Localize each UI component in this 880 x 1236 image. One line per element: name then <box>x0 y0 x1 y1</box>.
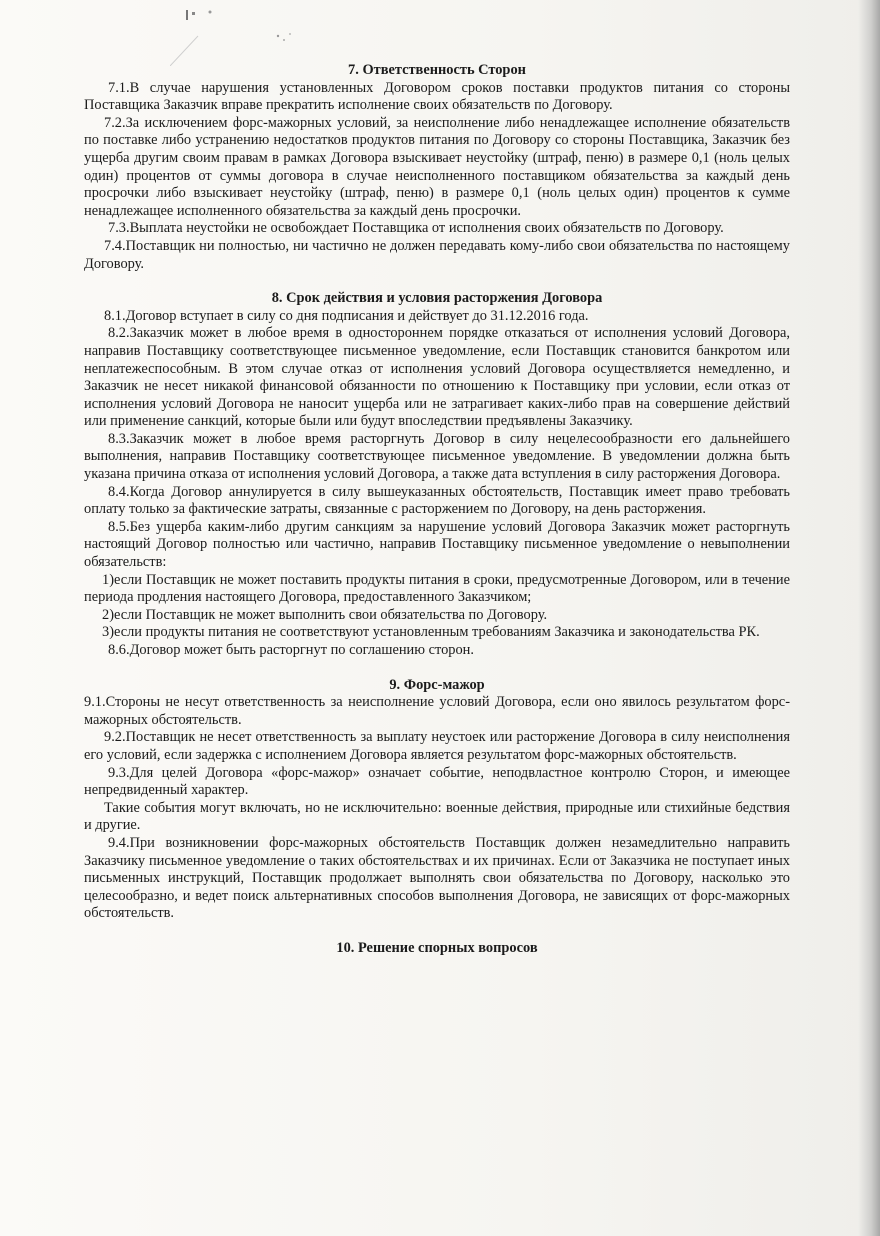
paragraph-7-1: 7.1.В случае нарушения установленных Договором сроков поставки продуктов питания со стороны Поставщика Заказчик вправе прекратить исполнение своих обязательств по Договору. <box>84 79 790 114</box>
list-item-2: 2)если Поставщик не может выполнить свои обязательства по Договору. <box>102 606 548 623</box>
paragraph-8-3: 8.3.Заказчик может в любое время расторгнуть Договор в силу нецелесообразности его дальнейшего выполнения, направив Поставщику соответствующее письменное уведомление. В уведомлении должна быть указана причина отказа от исполнения условий Договора, а также дата вступления в силу расторжения Договора. <box>84 430 790 483</box>
paragraph-9-4: 9.4.При возникновении форс-мажорных обстоятельств Поставщик должен незамедлительно направить Заказчику письменное уведомление о таких обстоятельствах и их причинах. Если от Заказчика не поступает иных письменных инструкций, Поставщик продолжает выполнять свои обязательства по Договору, насколько это целесообразно, и ведет поиск альтернативных способов выполнения Договора, не зависящих от форс-мажорных обстоятельств. <box>84 834 790 922</box>
section-title: 8. Срок действия и условия расторжения Договора <box>271 290 603 307</box>
list-item-1: 1)если Поставщик не может поставить продукты питания в сроки, предусмотренные Договором, или в течение периода продления настоящего Договора, предоставленного Заказчиком; <box>84 571 790 606</box>
paragraph-7-3: 7.3.Выплата неустойки не освобождает Поставщика от исполнения своих обязательств по Договору. <box>108 220 724 237</box>
paragraph-9-2: 9.2.Поставщик не несет ответственность за выплату неустоек или расторжение Договора в силу неисполнения его условий, если задержка с исполнением Договора является результатом форс-мажорных обстоятельств. <box>84 729 790 763</box>
section-9 <box>84 677 790 923</box>
section-title: 10. Решение спорных вопросов <box>336 939 538 956</box>
paragraph-7-2: 7.2.За исключением форс-мажорных условий, за неисполнение либо ненадлежащее исполнение обязательств по поставке либо устранению недостатков продуктов питания по Договору со стороны Поставщика, Заказчик без ущерба другим своим правам в рамках Договора взыскивает неустойку (штраф, пеню) в размере 0,1 (ноль целых один) процентов от суммы договора в случае неисполненного поставщиком обязательства за каждый день просрочки либо взыскивает неустойку (штраф, пеню) в размере 0,1 (ноль целых один) процентов к сумме ненадлежащее исполненного обязательства за каждый день просрочки. <box>84 114 790 219</box>
section-7 <box>84 62 790 273</box>
paragraph-8-1: 8.1.Договор вступает в силу со дня подписания и действует до 31.12.2016 года. <box>104 307 589 324</box>
paragraph-7-4: 7.4.Поставщик ни полностью, ни частично не должен передавать кому-либо свои обязательства по настоящему Договору. <box>84 237 790 272</box>
section-title: 9. Форс-мажор <box>389 676 485 693</box>
section-title: 7. Ответственность Сторон <box>348 62 526 78</box>
scan-edge-shadow <box>858 0 880 1236</box>
paragraph-8-5: 8.5.Без ущерба каким-либо другим санкциям за нарушение условий Договора Заказчик может расторгнуть настоящий Договор полностью или частично, направив Поставщику письменное уведомление о невыполнении обязательств: <box>84 518 790 571</box>
list-item-3: 3)если продукты питания не соответствуют установленным требованиям Заказчика и законодательства РК. <box>102 624 760 641</box>
paragraph-9-1: 9.1.Стороны не несут ответственность за неисполнение условий Договора, если оно явилось результатом форс-мажорных обстоятельств. <box>84 694 790 728</box>
paragraph-8-6: 8.6.Договор может быть расторгнут по соглашению сторон. <box>108 642 474 658</box>
document-body <box>84 62 790 975</box>
paragraph-8-2: 8.2.Заказчик может в любое время в одностороннем порядке отказаться от исполнения условий Договора, направив Поставщику соответствующее письменное уведомление, если Поставщик становится банкротом или неплатежеспособным. В этом случае отказ от исполнения условий Договора осуществляется немедленно, и Заказчик не несет никакой финансовой обязанности по отношению к Поставщику при условии, если отказ от исполнения условий Договора не наносит ущерба или не затрагивает каких-либо прав на совершение действий или применение санкций, которые были или будут впоследствии предъявлены Заказчику. <box>84 325 790 430</box>
paragraph-8-4: 8.4.Когда Договор аннулируется в силу вышеуказанных обстоятельств, Поставщик имеет право требовать оплату только за фактические затраты, связанные с расторжением по Договору, на день расторжения. <box>84 483 790 518</box>
paragraph-9-3: 9.3.Для целей Договора «форс-мажор» означает событие, неподвластное контролю Сторон, и имеющее непредвиденный характер. <box>84 764 790 799</box>
section-10 <box>84 940 790 958</box>
scan-specks <box>170 6 310 66</box>
section-8 <box>84 290 790 659</box>
paragraph-9-3-note: Такие события могут включать, но не исключительно: военные действия, природные или стихийные бедствия и другие. <box>84 799 790 834</box>
